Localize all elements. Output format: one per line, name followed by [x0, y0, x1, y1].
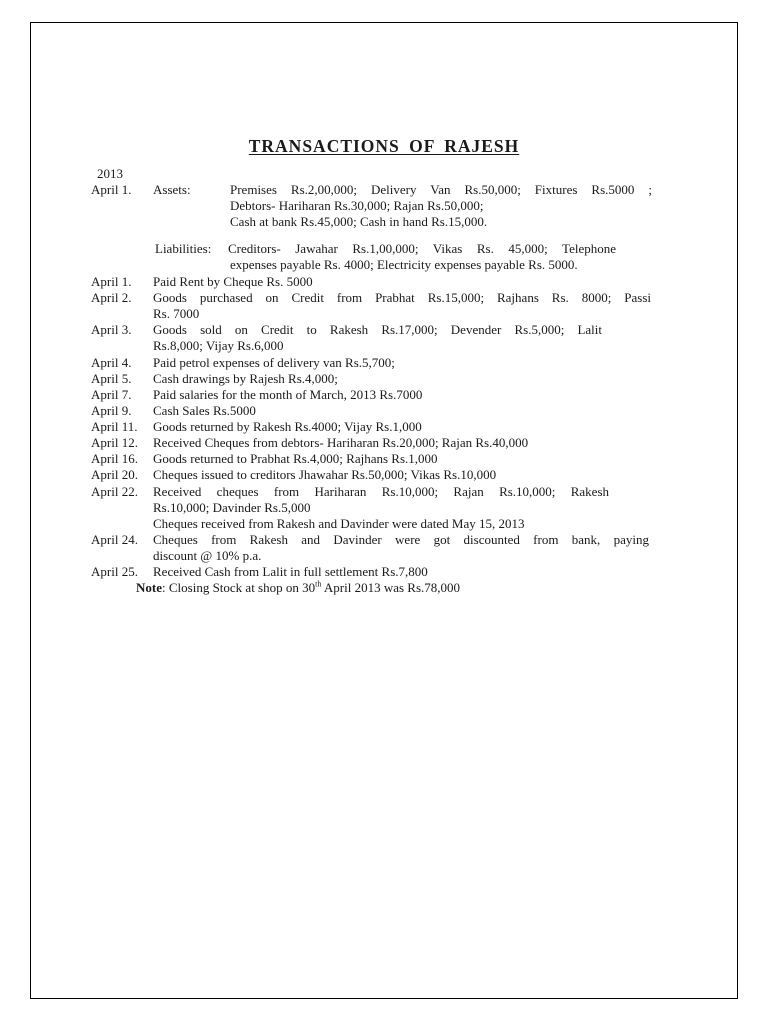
transaction-text: Rs.10,000; Davinder Rs.5,000: [153, 500, 311, 515]
closing-stock-note: [136, 580, 460, 596]
transaction-text: Goods sold on Credit to Rakesh Rs.17,000; Devender Rs.5,000; Lalit: [153, 322, 602, 337]
assets-line-3: Cash at bank Rs.45,000; Cash in hand Rs.15,000.: [230, 214, 488, 229]
transaction-text: Received Cheques from debtors- Hariharan Rs.20,000; Rajan Rs.40,000: [153, 435, 529, 450]
transaction-date: April 3.: [91, 322, 132, 337]
assets-line-1: Premises Rs.2,00,000; Delivery Van Rs.50,000; Fixtures Rs.5000 ;: [230, 182, 652, 197]
transaction-text: discount @ 10% p.a.: [153, 548, 262, 563]
liabilities-label: Liabilities:: [155, 241, 212, 256]
transaction-text: Cash drawings by Rajesh Rs.4,000;: [153, 371, 338, 386]
transaction-text: Paid salaries for the month of March, 2013 Rs.7000: [153, 387, 423, 402]
transaction-date: April 4.: [91, 355, 132, 370]
transaction-text: Paid petrol expenses of delivery van Rs.5,700;: [153, 355, 395, 370]
transaction-date: April 9.: [91, 403, 132, 418]
transaction-date: April 7.: [91, 387, 132, 402]
assets-label: Assets:: [153, 182, 191, 197]
liabilities-line-1: Creditors- Jawahar Rs.1,00,000; Vikas Rs. 45,000; Telephone: [228, 241, 616, 256]
transaction-text: Paid Rent by Cheque Rs. 5000: [153, 274, 313, 289]
page-title: TRANSACTIONS OF RAJESH: [248, 136, 520, 156]
transaction-date: April 12.: [91, 435, 138, 450]
liabilities-line-2: expenses payable Rs. 4000; Electricity expenses payable Rs. 5000.: [230, 257, 578, 272]
transaction-text: Cheques from Rakesh and Davinder were got discounted from bank, paying: [153, 532, 649, 547]
transaction-date: April 24.: [91, 532, 138, 547]
note-text: : Closing Stock at shop on 30: [162, 580, 316, 595]
transaction-date: April 11.: [91, 419, 138, 434]
transaction-text: Goods returned to Prabhat Rs.4,000; Rajhans Rs.1,000: [153, 451, 438, 466]
transaction-date: April 25.: [91, 564, 138, 579]
transaction-text: Goods returned by Rakesh Rs.4000; Vijay Rs.1,000: [153, 419, 422, 434]
transaction-text: Cheques received from Rakesh and Davinder were dated May 15, 2013: [153, 516, 525, 531]
transaction-text: Cash Sales Rs.5000: [153, 403, 256, 418]
assets-line-2: Debtors- Hariharan Rs.30,000; Rajan Rs.50,000;: [230, 198, 484, 213]
transaction-text: Goods purchased on Credit from Prabhat Rs.15,000; Rajhans Rs. 8000; Passi: [153, 290, 651, 305]
transaction-text: Rs.8,000; Vijay Rs.6,000: [153, 338, 284, 353]
transaction-date: April 20.: [91, 467, 138, 482]
transaction-date: April 22.: [91, 484, 138, 499]
transaction-date: April 16.: [91, 451, 138, 466]
transaction-text: Received Cash from Lalit in full settlement Rs.7,800: [153, 564, 428, 579]
year-label: 2013: [97, 166, 123, 181]
transaction-text: Rs. 7000: [153, 306, 200, 321]
transaction-date: April 1.: [91, 274, 132, 289]
page-border: [30, 22, 738, 999]
note-superscript: th: [315, 579, 322, 589]
transaction-text: Received cheques from Hariharan Rs.10,000; Rajan Rs.10,000; Rakesh: [153, 484, 609, 499]
transaction-date: April 2.: [91, 290, 132, 305]
note-text-end: April 2013 was Rs.78,000: [321, 580, 461, 595]
transaction-text: Cheques issued to creditors Jhawahar Rs.50,000; Vikas Rs.10,000: [153, 467, 497, 482]
opening-date: April 1.: [91, 182, 132, 197]
note-label: Note: [136, 580, 162, 595]
transaction-date: April 5.: [91, 371, 132, 386]
